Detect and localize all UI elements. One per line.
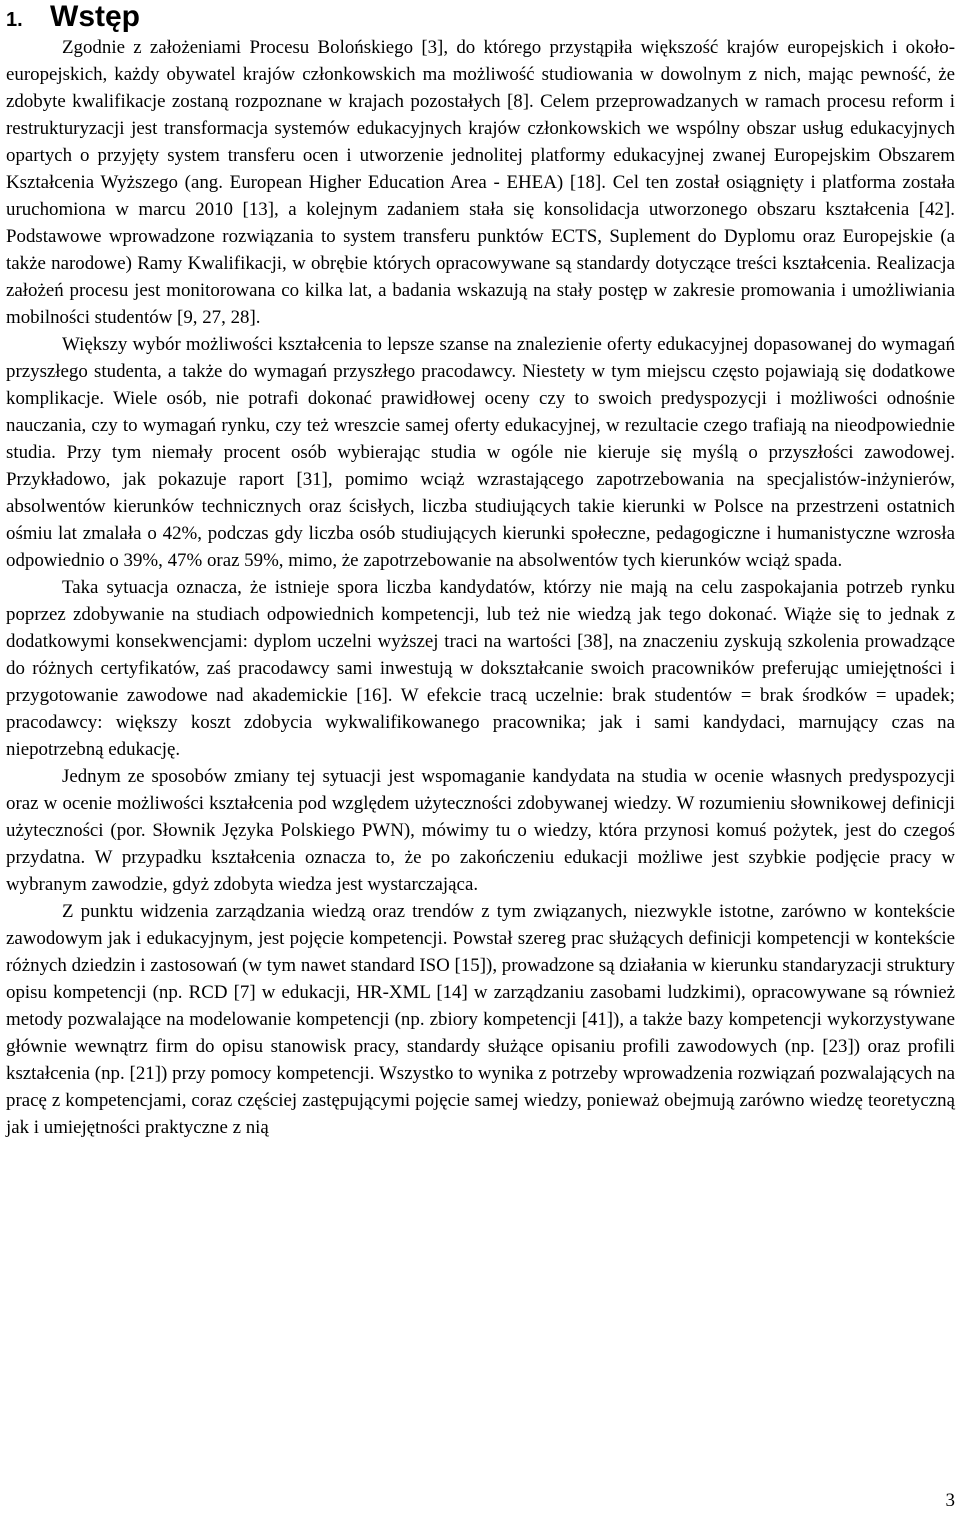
paragraph-1: Zgodnie z założeniami Procesu Bolońskiego [3], do którego przystąpiła większość krajów europejskich i około-europejskich, każdy obywatel krajów członkowskich ma możliwość studiowania w dowolnym z nich, mając pewność, że zdobyte kwalifikacje zostaną rozpoznane w krajach pozostałych [8]. Celem przeprowadzanych w ramach procesu reform i restrukturyzacji jest transformacja systemów edukacyjnych krajów członkowskich we wspólny obszar usług edukacyjnych opartych o przyjęty system transferu ocen i utworzenie jednolitej platformy edukacyjnej zwanej Europejskim Obszarem Kształcenia Wyższego (ang. European Higher Education Area - EHEA) [18]. Cel ten został osiągnięty i platforma została uruchomiona w marcu 2010 [13], a kolejnym zadaniem stała się konsolidacja utworzonego obszaru kształcenia [42]. Podstawowe wprowadzone rozwiązania to system transferu punktów ECTS, Suplement do Dyplomu oraz Europejskie (a także narodowe) Ramy Kwalifikacji, w obrębie których opracowywane są standardy dotyczące treści kształcenia. Realizacja założeń procesu jest monitorowana co kilka lat, a badania wskazują na stały postęp w zakresie promowania i umożliwiania mobilności studentów [9, 27, 28]. xyxy=(6,37,955,328)
paragraph-3: Taka sytuacja oznacza, że istnieje spora liczba kandydatów, którzy nie mają na celu zaspokajania potrzeb rynku poprzez zdobywanie na studiach odpowiednich kompetencji, lub też nie wiedzą jak tego dokonać. Wiąże się to jednak z dodatkowymi konsekwencjami: dyplom uczelni wyższej traci na wartości [38], na znaczeniu zyskują szkolenia prowadzące do różnych certyfikatów, zaś pracodawcy sami inwestują w dokształcanie swoich pracowników preferując umiejętności i przygotowanie zawodowe nad akademickie [16]. W efekcie tracą uczelnie: brak studentów = brak środków = upadek; pracodawcy: większy koszt zdobycia wykwalifikowanego pracownika; jak i sami kandydaci, marnujący czas na niepotrzebną edukację. xyxy=(6,577,955,760)
paragraph-2: Większy wybór możliwości kształcenia to lepsze szanse na znalezienie oferty edukacyjnej dopasowanej do wymagań przyszłego studenta, a także do wymagań przyszłego pracodawcy. Niestety w tym miejscu często pojawiają się dodatkowe komplikacje. Wiele osób, nie potrafi dokonać prawidłowej oceny czy to swoich predyspozycji i możliwości odnośnie nauczania, czy to wymagań rynku, czy też wreszcie samej oferty edukacyjnej, w rezultacie czego trafiają na nieodpowiednie studia. Przy tym niemały procent osób wybierając studia w ogóle nie kieruje się myślą o przyszłości zawodowej. Przykładowo, jak pokazuje raport [31], pomimo wciąż wzrastającego zapotrzebowania na specjalistów-inżynierów, absolwentów kierunków technicznych oraz ścisłych, liczba studiujących takie kierunki w Polsce na przestrzeni ostatnich ośmiu lat zmalała o 42%, podczas gdy liczba osób studiujących kierunki społeczne, pedagogiczne i humanistyczne wzrosła odpowiednio o 39%, 47% oraz 59%, mimo, że zapotrzebowanie na absolwentów tych kierunków wciąż spada. xyxy=(6,334,955,571)
section-heading xyxy=(6,0,955,34)
section-number: 1. xyxy=(6,9,23,31)
paragraph-5: Z punktu widzenia zarządzania wiedzą oraz trendów z tym związanych, niezwykle istotne, zarówno w kontekście zawodowym jak i edukacyjnym, jest pojęcie kompetencji. Powstał szereg prac służących definicji kompetencji w kontekście różnych dziedzin i zastosowań (w tym nawet standard ISO [15]), prowadzone są działania w kierunku standaryzacji struktury opisu kompetencji (np. RCD [7] w edukacji, HR-XML [14] w zarządzaniu zasobami ludzkimi), opracowywane są również metody pozwalające na modelowanie kompetencji (np. zbiory kompetencji [41]), a także bazy kompetencji wykorzystywane głównie wewnątrz firm do opisu stanowisk pracy, standardy służące opisaniu profili zawodowych (np. [23]) oraz profili kształcenia (np. [21]) przy pomocy kompetencji. Wszystko to wynika z potrzeby wprowadzenia rozwiązań pozwalających na pracę z kompetencjami, coraz częściej zastępującymi pojęcie samej wiedzy, ponieważ obejmują zarówno wiedzę teoretyczną jak i umiejętności praktyczne z nią xyxy=(6,901,955,1138)
paragraph-4: Jednym ze sposobów zmiany tej sytuacji jest wspomaganie kandydata na studia w ocenie własnych predyspozycji oraz w ocenie możliwości kształcenia pod względem użyteczności zdobywanej wiedzy. W rozumieniu słownikowej definicji użyteczności (por. Słownik Języka Polskiego PWN), mówimy tu o wiedzy, która przynosi komuś pożytek, jest do czegoś przydatna. W przypadku kształcenia oznacza to, że po zakończeniu edukacji możliwe jest szybkie podjęcie pracy w wybranym zawodzie, gdyż zdobyta wiedza jest wystarczająca. xyxy=(6,766,955,895)
page-number: 3 xyxy=(945,1490,955,1511)
section-title: Wstęp xyxy=(50,0,140,33)
body-text xyxy=(6,34,955,1141)
